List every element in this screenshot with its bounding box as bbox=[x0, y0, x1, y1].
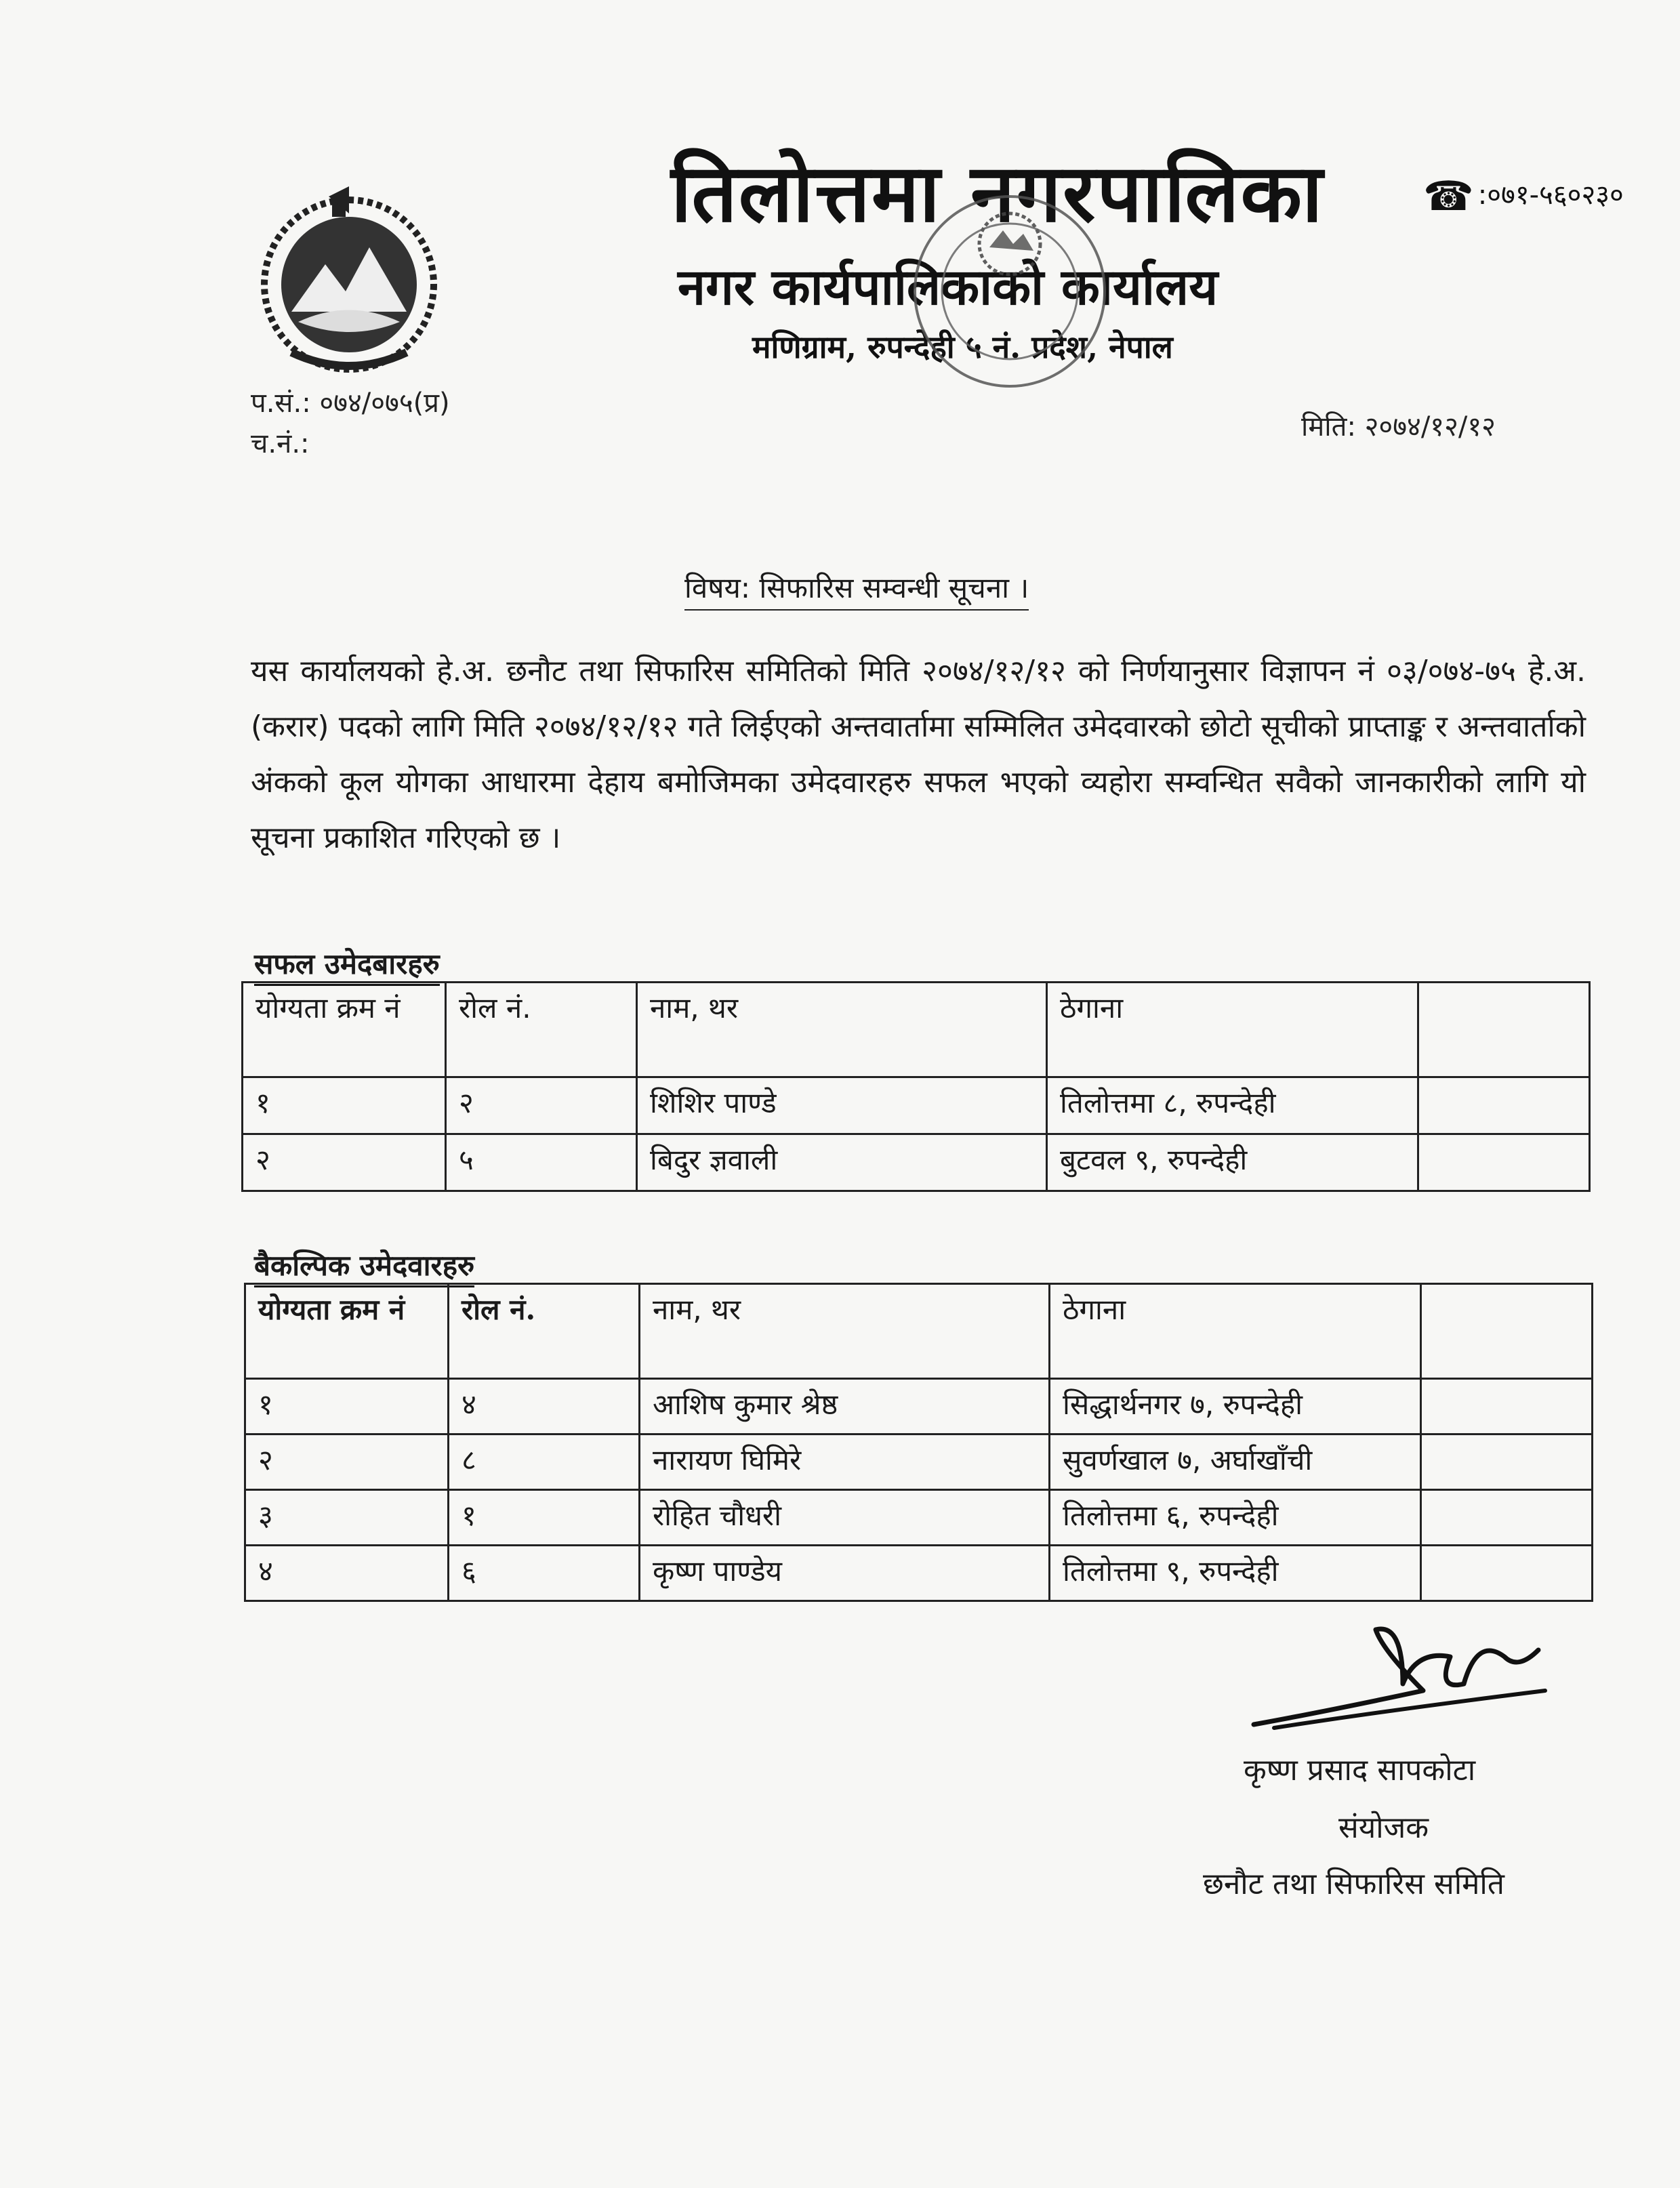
cell-blank bbox=[1421, 1490, 1593, 1546]
successful-heading: सफल उमेदबारहरु bbox=[254, 944, 440, 986]
alternate-heading: बैकल्पिक उमेदवारहरु bbox=[254, 1245, 474, 1287]
nepal-emblem-icon bbox=[251, 183, 447, 379]
column-header-name: नाम, थर bbox=[637, 983, 1047, 1077]
cell-name: रोहित चौधरी bbox=[640, 1490, 1050, 1546]
cell-roll: ८ bbox=[449, 1434, 640, 1490]
cell-roll: १ bbox=[449, 1490, 640, 1546]
cell-blank bbox=[1421, 1546, 1593, 1601]
cell-name: आशिष कुमार श्रेष्ठ bbox=[640, 1379, 1050, 1434]
cell-blank bbox=[1421, 1379, 1593, 1434]
cell-name: बिदुर ज्ञवाली bbox=[637, 1134, 1047, 1191]
cell-blank bbox=[1421, 1434, 1593, 1490]
cell-address: सुवर्णखाल ७, अर्घाखाँची bbox=[1050, 1434, 1421, 1490]
column-header-roll: रोल नं. bbox=[449, 1284, 640, 1379]
cell-serial: ३ bbox=[245, 1490, 449, 1546]
table-row bbox=[243, 1077, 1590, 1134]
cell-name: कृष्ण पाण्डेय bbox=[640, 1546, 1050, 1601]
column-header-name: नाम, थर bbox=[640, 1284, 1050, 1379]
cell-roll: २ bbox=[446, 1077, 637, 1134]
column-header-serial: योग्यता क्रम नं bbox=[245, 1284, 449, 1379]
cell-name: नारायण घिमिरे bbox=[640, 1434, 1050, 1490]
signatory-committee: छनौट तथा सिफारिस समिति bbox=[1203, 1867, 1504, 1901]
dispatch-number: च.नं.: bbox=[251, 428, 310, 459]
office-subtitle: नगर कार्यपालिकाको कार्यालय bbox=[678, 258, 1218, 316]
cell-name: शिशिर पाण्डे bbox=[637, 1077, 1047, 1134]
cell-roll: ५ bbox=[446, 1134, 637, 1191]
column-header-address: ठेगाना bbox=[1050, 1284, 1421, 1379]
column-header-blank bbox=[1421, 1284, 1593, 1379]
telephone-icon: ☎ bbox=[1423, 173, 1474, 220]
table-row bbox=[245, 1434, 1593, 1490]
handwritten-signature bbox=[1247, 1609, 1559, 1745]
cell-address: तिलोत्तमा ८, रुपन्देही bbox=[1047, 1077, 1418, 1134]
cell-roll: ४ bbox=[449, 1379, 640, 1434]
reference-number: प.सं.: ०७४/०७५(प्र) bbox=[251, 388, 450, 419]
cell-serial: ४ bbox=[245, 1546, 449, 1601]
notice-body: यस कार्यालयको हे.अ. छनौट तथा सिफारिस समितिको मिति २०७४/१२/१२ को निर्णयानुसार विज्ञापन नं ०३/०७४-७५ हे.अ. (करार) पदको लागि मिति २०७४/१२/१२ गते लिईएको अन्तवार्तामा सम्मिलित उमेदवारको छोटो सूचीको प्राप्ताङ्क र अन्तवार्ताको अंकको कूल योगका आधारमा देहाय बमोजिमका उमेदवारहरु सफल भएको व्यहोरा सम्वन्धित सवैको जानकारीको लागि यो सूचना प्रकाशित गरिएको छ । bbox=[251, 654, 1586, 855]
signatory-name: कृष्ण प्रसाद सापकोटा bbox=[1244, 1753, 1476, 1788]
office-title: तिलोत्तमा नगरपालिका bbox=[671, 146, 1324, 240]
table-row bbox=[243, 1134, 1590, 1191]
table-header-row bbox=[243, 983, 1590, 1077]
table-row bbox=[245, 1379, 1593, 1434]
office-stamp bbox=[901, 183, 1118, 400]
cell-address: तिलोत्तमा ६, रुपन्देही bbox=[1050, 1490, 1421, 1546]
cell-blank bbox=[1418, 1077, 1590, 1134]
table-row bbox=[245, 1490, 1593, 1546]
alternate-candidates-table bbox=[244, 1283, 1593, 1602]
cell-address: सिद्धार्थनगर ७, रुपन्देही bbox=[1050, 1379, 1421, 1434]
cell-serial: १ bbox=[243, 1077, 446, 1134]
signatory-role: संयोजक bbox=[1338, 1811, 1429, 1845]
office-address: मणिग्राम, रुपन्देही ५ नं. प्रदेश, नेपाल bbox=[752, 329, 1173, 365]
notice-subject: विषय: सिफारिस सम्वन्धी सूचना । bbox=[684, 568, 1029, 611]
cell-serial: २ bbox=[243, 1134, 446, 1191]
cell-address: बुटवल ९, रुपन्देही bbox=[1047, 1134, 1418, 1191]
cell-blank bbox=[1418, 1134, 1590, 1191]
table-header-row bbox=[245, 1284, 1593, 1379]
table-row bbox=[245, 1546, 1593, 1601]
column-header-roll: रोल नं. bbox=[446, 983, 637, 1077]
successful-candidates-table bbox=[241, 981, 1591, 1192]
cell-roll: ६ bbox=[449, 1546, 640, 1601]
cell-serial: १ bbox=[245, 1379, 449, 1434]
cell-address: तिलोत्तमा ९, रुपन्देही bbox=[1050, 1546, 1421, 1601]
column-header-serial: योग्यता क्रम नं bbox=[243, 983, 446, 1077]
notice-date: मिति: २०७४/१२/१२ bbox=[1301, 411, 1496, 442]
phone-number bbox=[1423, 173, 1624, 220]
column-header-address: ठेगाना bbox=[1047, 983, 1418, 1077]
cell-serial: २ bbox=[245, 1434, 449, 1490]
column-header-blank bbox=[1418, 983, 1590, 1077]
phone-text: :०७१-५६०२३० bbox=[1477, 180, 1624, 211]
